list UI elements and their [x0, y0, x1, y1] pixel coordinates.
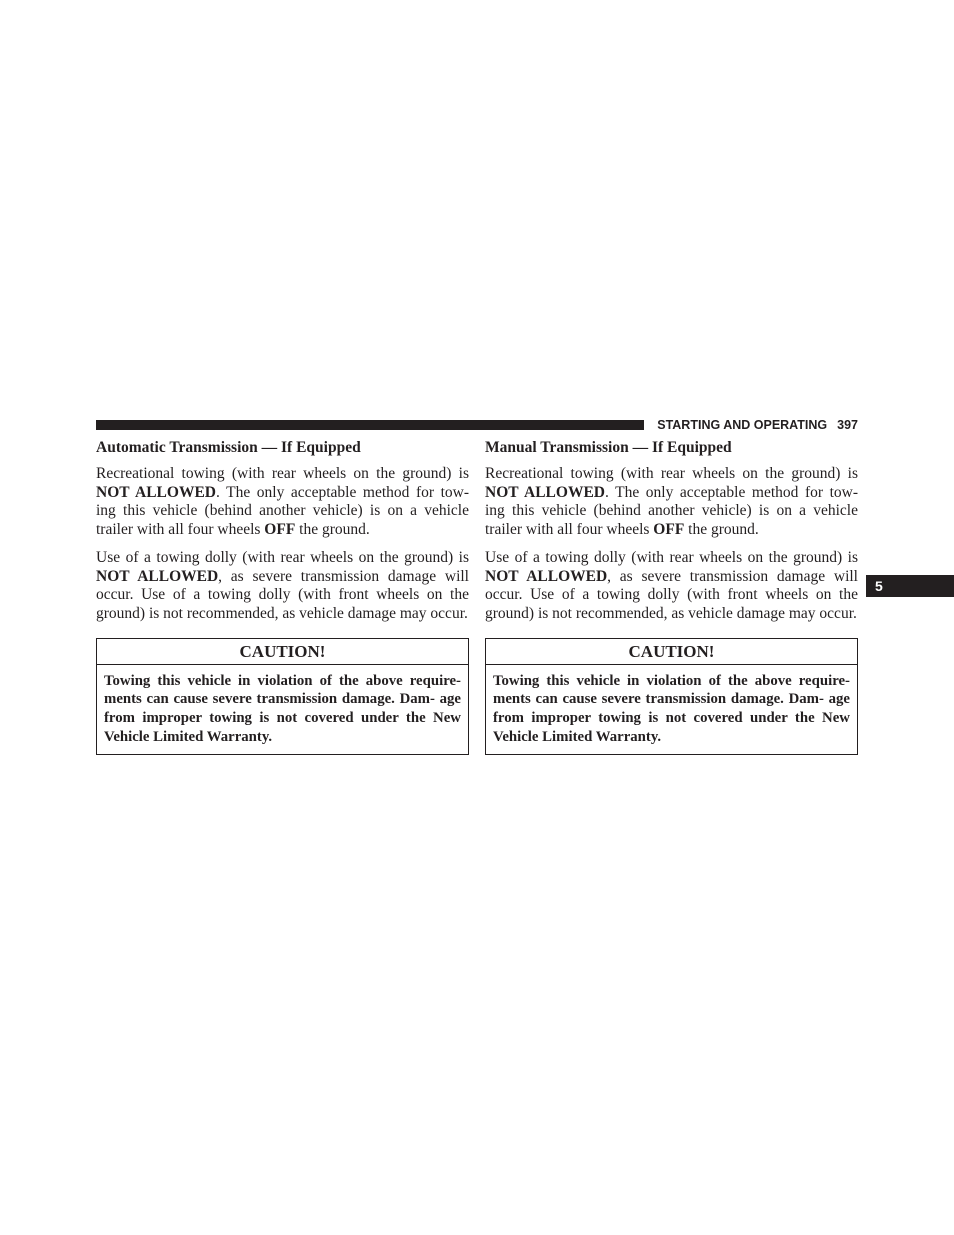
caution-text: Towing this vehicle in violation of the above require- ments can cause severe transmission damage. Dam- age from improper towing is not covered under the New Vehicle Limited Warranty. [493, 672, 850, 745]
text-run: , as severe transmission damage will occur. Use of a towing dolly (with front wheels on the ground) is not recommended, as vehicle damage may occur. [96, 567, 469, 622]
section-heading-automatic: Automatic Transmission — If Equipped [96, 439, 361, 456]
text-run: Recreational towing (with rear wheels on the ground) is [96, 465, 469, 482]
emphasis-off: OFF [653, 521, 685, 539]
paragraph-recreational-towing [485, 465, 858, 540]
paragraph-towing-dolly [96, 549, 469, 624]
paragraph-towing-dolly [485, 549, 858, 624]
chapter-tab: 5 [866, 575, 954, 597]
section-heading-manual: Manual Transmission — If Equipped [485, 439, 732, 456]
text-run: Use of a towing dolly (with rear wheels on the ground) is [485, 548, 858, 566]
text-run: the ground. [684, 521, 759, 539]
text-run: Recreational towing (with rear wheels on the ground) is [485, 465, 858, 482]
right-column [485, 437, 858, 755]
text-run: . The only acceptable method for tow- ing this vehicle (behind another vehicle) is on a vehicle trailer with all four wheels [485, 483, 858, 539]
caution-text: Towing this vehicle in violation of the above require- ments can cause severe transmission damage. Dam- age from improper towing is not covered under the New Vehicle Limited Warranty. [104, 672, 461, 745]
emphasis-not-allowed: NOT ALLOWED [96, 567, 219, 585]
caution-box [485, 638, 858, 756]
paragraph-recreational-towing [96, 465, 469, 540]
left-column [96, 437, 469, 755]
page-number: 397 [837, 418, 858, 432]
caution-title: CAUTION! [97, 639, 468, 665]
emphasis-not-allowed: NOT ALLOWED [485, 483, 605, 501]
emphasis-off: OFF [264, 521, 296, 539]
text-run: the ground. [295, 521, 370, 539]
emphasis-not-allowed: NOT ALLOWED [485, 567, 608, 585]
text-run: , as severe transmission damage will occur. Use of a towing dolly (with front wheels on the ground) is not recommended, as vehicle damage may occur. [485, 567, 858, 622]
text-run: . The only acceptable method for tow- ing this vehicle (behind another vehicle) is on a vehicle trailer with all four wheels [96, 483, 469, 539]
caution-title: CAUTION! [486, 639, 857, 665]
header-rule [96, 420, 644, 430]
running-head [654, 417, 858, 433]
section-title: STARTING AND OPERATING [657, 418, 828, 432]
text-run: Use of a towing dolly (with rear wheels on the ground) is [96, 548, 469, 566]
caution-box [96, 638, 469, 756]
emphasis-not-allowed: NOT ALLOWED [96, 483, 216, 501]
